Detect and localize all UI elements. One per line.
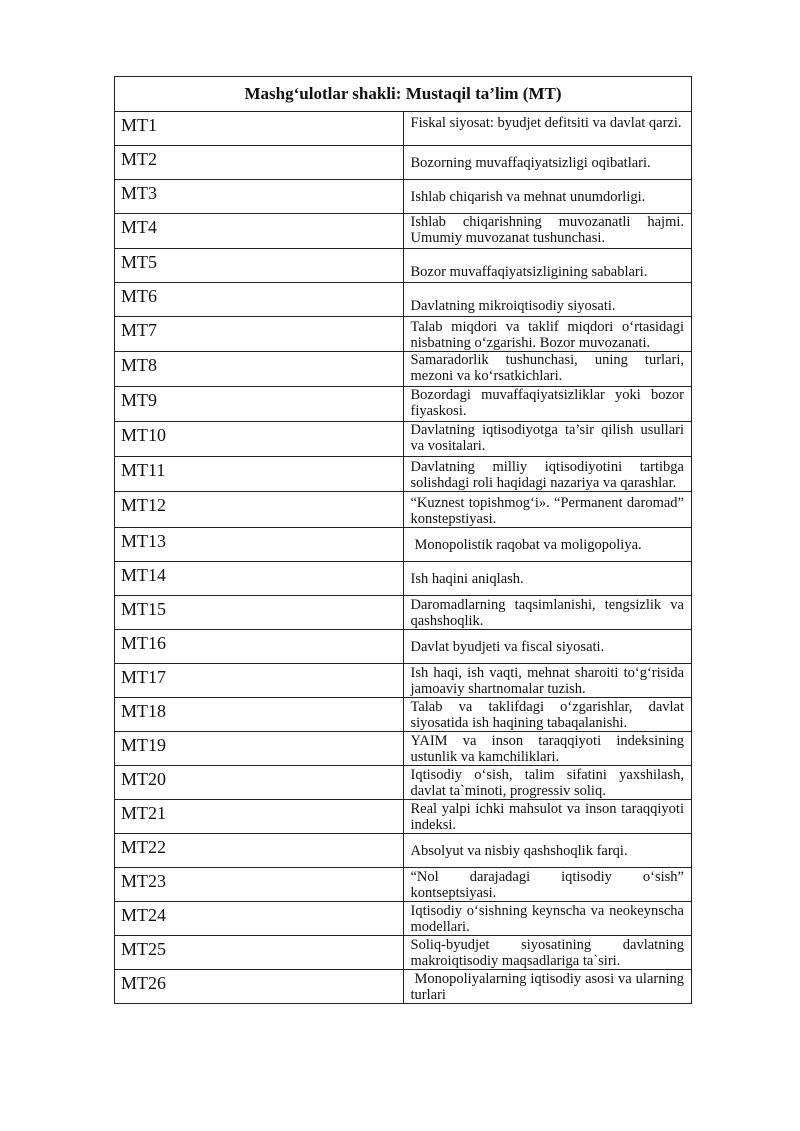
table-row	[115, 732, 692, 766]
row-topic: Samaradorlik tushunchasi, uning turlari, mezoni va ko‘rsatkichlari.	[403, 352, 692, 387]
row-topic: Fiskal siyosat: byudjet defitsiti va davlat qarzi.	[403, 112, 692, 146]
row-code: MT10	[115, 422, 404, 457]
row-topic: Davlatning iqtisodiyotga ta’sir qilish usullari va vositalari.	[403, 422, 692, 457]
row-code: MT7	[115, 317, 404, 352]
table-row	[115, 970, 692, 1004]
row-topic: Soliq-byudjet siyosatining davlatning makroiqtisodiy maqsadlariga ta`siri.	[403, 936, 692, 970]
row-code: MT2	[115, 146, 404, 180]
row-code: MT3	[115, 180, 404, 214]
table-row	[115, 528, 692, 562]
row-code: MT12	[115, 492, 404, 528]
table-row	[115, 800, 692, 834]
row-topic: Ishlab chiqarish va mehnat unumdorligi.	[403, 180, 692, 214]
table-row	[115, 902, 692, 936]
row-code: MT23	[115, 868, 404, 902]
row-topic: Bozordagi muvaffaqiyatsizliklar yoki bozor fiyaskosi.	[403, 387, 692, 422]
table-row	[115, 596, 692, 630]
row-code: MT16	[115, 630, 404, 664]
table-row	[115, 457, 692, 492]
row-code: MT17	[115, 664, 404, 698]
row-topic: Davlatning mikroiqtisodiy siyosati.	[403, 283, 692, 317]
row-code: MT1	[115, 112, 404, 146]
row-topic: Iqtisodiy o‘sishning keynscha va neokeynscha modellari.	[403, 902, 692, 936]
table-row	[115, 766, 692, 800]
row-code: MT13	[115, 528, 404, 562]
row-code: MT20	[115, 766, 404, 800]
table-row	[115, 214, 692, 249]
row-code: MT24	[115, 902, 404, 936]
row-topic: Bozor muvaffaqiyatsizligining sabablari.	[403, 249, 692, 283]
row-code: MT14	[115, 562, 404, 596]
row-topic: Talab miqdori va taklif miqdori o‘rtasidagi nisbatning o‘zgarishi. Bozor muvozanati.	[403, 317, 692, 352]
row-code: MT18	[115, 698, 404, 732]
row-topic: Real yalpi ichki mahsulot va inson taraqqiyoti indeksi.	[403, 800, 692, 834]
row-code: MT25	[115, 936, 404, 970]
row-code: MT11	[115, 457, 404, 492]
row-topic: Davlat byudjeti va fiscal siyosati.	[403, 630, 692, 664]
row-topic: Talab va taklifdagi o‘zgarishlar, davlat siyosatida ish haqining tabaqalanishi.	[403, 698, 692, 732]
row-topic-cell	[403, 970, 692, 1004]
table-row	[115, 868, 692, 902]
table-row	[115, 317, 692, 352]
row-topic: “Nol darajadagi iqtisodiy o‘sish” kontseptsiyasi.	[403, 868, 692, 902]
row-topic: Ish haqi, ish vaqti, mehnat sharoiti to‘g‘risida jamoaviy shartnomalar tuzish.	[403, 664, 692, 698]
row-topic-cell	[403, 528, 692, 562]
table-row	[115, 283, 692, 317]
row-code: MT5	[115, 249, 404, 283]
row-code: MT22	[115, 834, 404, 868]
row-code: MT26	[115, 970, 404, 1004]
row-code: MT4	[115, 214, 404, 249]
row-topic: Absolyut va nisbiy qashshoqlik farqi.	[403, 834, 692, 868]
table-row	[115, 146, 692, 180]
row-topic: “Kuznest topishmog‘i». “Permanent daromad” konstepstiyasi.	[403, 492, 692, 528]
row-code: MT19	[115, 732, 404, 766]
table-row	[115, 834, 692, 868]
table-row	[115, 180, 692, 214]
table-row	[115, 112, 692, 146]
table-row	[115, 630, 692, 664]
table-row	[115, 352, 692, 387]
row-topic: Monopoliyalarning iqtisodiy asosi va ularning turlari	[410, 970, 684, 1003]
row-topic: Davlatning milliy iqtisodiyotini tartibga solishdagi roli haqidagi nazariya va qarashlar.	[403, 457, 692, 492]
row-topic: Ish haqini aniqlash.	[403, 562, 692, 596]
row-code: MT6	[115, 283, 404, 317]
document-page	[114, 76, 692, 1004]
table-row	[115, 936, 692, 970]
table-row	[115, 664, 692, 698]
row-topic: Monopolistik raqobat va moligopoliya.	[414, 536, 642, 553]
table-row	[115, 492, 692, 528]
independent-study-table	[114, 76, 692, 1004]
row-code: MT8	[115, 352, 404, 387]
table-row	[115, 249, 692, 283]
row-topic: Bozorning muvaffaqiyatsizligi oqibatlari.	[403, 146, 692, 180]
row-topic: Daromadlarning taqsimlanishi, tengsizlik va qashshoqlik.	[403, 596, 692, 630]
table-row	[115, 562, 692, 596]
table-row	[115, 422, 692, 457]
row-code: MT9	[115, 387, 404, 422]
row-code: MT15	[115, 596, 404, 630]
row-code: MT21	[115, 800, 404, 834]
table-row	[115, 387, 692, 422]
row-topic: Ishlab chiqarishning muvozanatli hajmi. Umumiy muvozanat tushunchasi.	[403, 214, 692, 249]
table-title: Mashg‘ulotlar shakli: Mustaqil ta’lim (MT)	[115, 77, 692, 112]
row-topic: Iqtisodiy o‘sish, talim sifatini yaxshilash, davlat ta`minoti, progressiv soliq.	[403, 766, 692, 800]
table-row	[115, 698, 692, 732]
row-topic: YAIM va inson taraqqiyoti indeksining ustunlik va kamchiliklari.	[403, 732, 692, 766]
